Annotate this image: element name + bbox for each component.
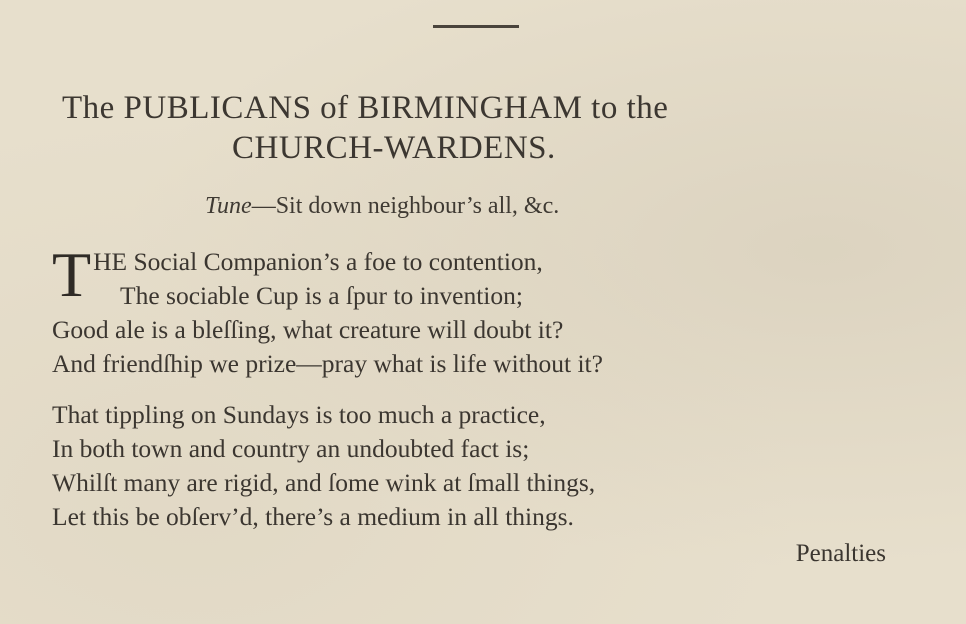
stanza-1-line-1: HE Social Companion’s a foe to contention, [93, 247, 543, 276]
stanza-1 [52, 239, 882, 381]
stanza-2-line-1: That tippling on Sundays is too much a practice, [52, 400, 546, 429]
stanza-1-line-4: And friendſhip we prize—pray what is life without it? [52, 349, 603, 378]
top-rule-divider [433, 25, 519, 28]
stanza-2-line-4: Let this be obſerv’d, there’s a medium in all things. [52, 502, 574, 531]
stanza-2-line-2: In both town and country an undoubted fact is; [52, 434, 530, 463]
catchword: Penalties [795, 540, 886, 567]
stanza-2-line-3: Whilſt many are rigid, and ſome wink at ſmall things, [52, 468, 596, 497]
tune-line [205, 193, 559, 220]
tune-label: Tune [205, 193, 252, 219]
poem-title [62, 88, 902, 168]
poem-title-line-2: CHURCH-WARDENS. [232, 130, 556, 166]
tune-text: —Sit down neighbour’s all, &c. [251, 193, 560, 219]
drop-cap-letter: T [52, 239, 92, 310]
stanza-2 [52, 398, 882, 534]
stanza-1-line-2: The sociable Cup is a ſpur to invention; [120, 281, 523, 310]
stanza-1-line-3: Good ale is a bleſſing, what creature will doubt it? [52, 315, 564, 344]
poem-title-line-1: The PUBLICANS of BIRMINGHAM to the [62, 90, 669, 126]
